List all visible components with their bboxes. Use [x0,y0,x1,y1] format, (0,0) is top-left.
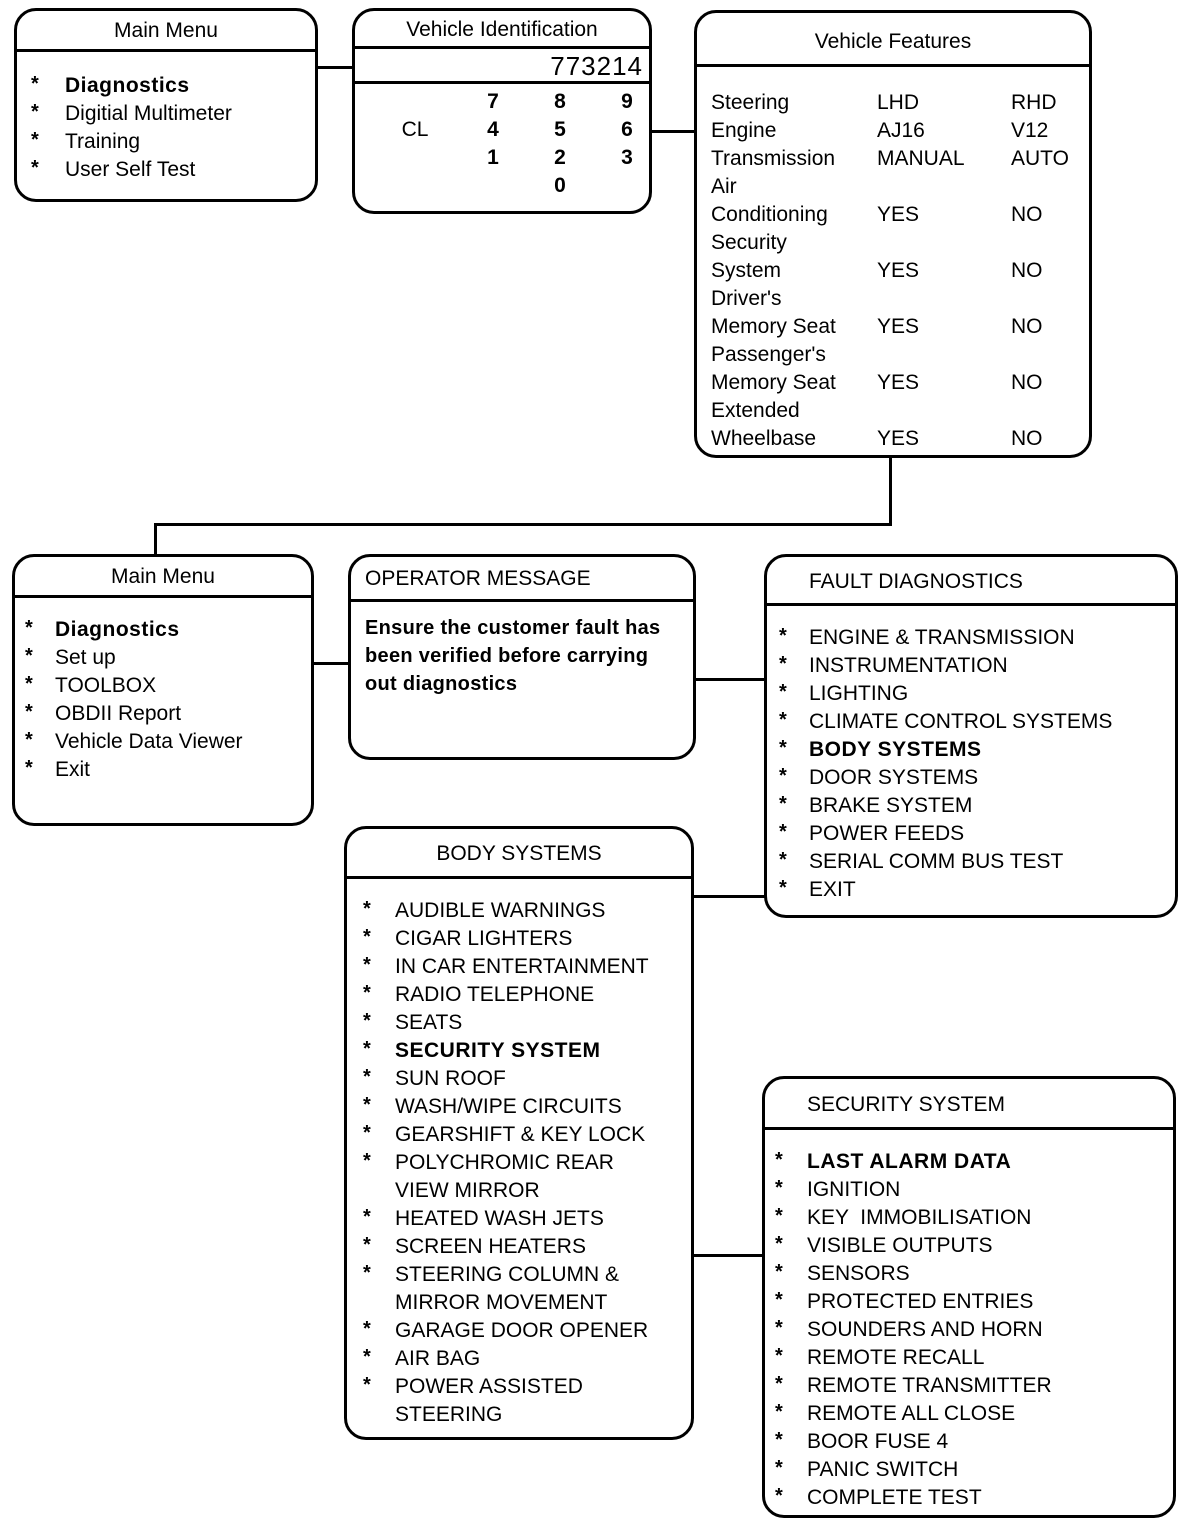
bullet-asterisk-icon: * [775,1317,783,1339]
bullet-asterisk-icon: * [363,1318,371,1340]
feature-label-steering: Steering [711,91,790,114]
feature-label-drivers-memory-seat: Memory Seat [711,315,836,338]
menu-item-remote-all-close[interactable]: * REMOTE ALL CLOSE [775,1400,1173,1428]
feature-option-manual[interactable]: MANUAL [877,147,965,170]
feature-label-air-conditioning: Conditioning [711,203,828,226]
feature-option-auto[interactable]: AUTO [1011,147,1069,170]
feature-label-extended-line1: Extended [711,399,800,422]
menu-item-digital-multimeter[interactable]: * Digitial Multimeter [31,100,315,128]
bullet-asterisk-icon: * [779,877,787,899]
menu-item-power-feeds[interactable]: * POWER FEEDS [779,820,1175,848]
bullet-asterisk-icon: * [775,1177,783,1199]
menu-item-polychromic-rear-view-mirror[interactable]: * POLYCHROMIC REAR VIEW MIRROR [363,1149,691,1205]
security-system-title: SECURITY SYSTEM [765,1079,1173,1130]
connector-horizontal-back [154,523,892,526]
menu-item-brake-system[interactable]: * BRAKE SYSTEM [779,792,1175,820]
bullet-asterisk-icon: * [779,681,787,703]
menu-item-instrumentation[interactable]: * INSTRUMENTATION [779,652,1175,680]
message-line: out diagnostics [365,673,518,695]
feature-label-air-line1: Air [711,175,737,198]
feature-option-ac-no[interactable]: NO [1011,203,1043,226]
menu-item-sun-roof[interactable]: * SUN ROOF [363,1065,691,1093]
bullet-asterisk-icon: * [31,101,39,123]
key-9[interactable]: 9 [621,90,633,113]
connector-fault-to-body [692,895,766,898]
bullet-asterisk-icon: * [31,73,39,95]
key-6[interactable]: 6 [621,118,633,141]
bullet-asterisk-icon: * [775,1401,783,1423]
connector-to-main-menu-2 [154,523,157,555]
operator-message-panel [348,554,696,760]
bullet-asterisk-icon: * [779,737,787,759]
bullet-asterisk-icon: * [363,1150,371,1172]
bullet-asterisk-icon: * [363,926,371,948]
body-systems-panel [344,826,694,1440]
bullet-asterisk-icon: * [25,729,33,751]
operator-message-title: OPERATOR MESSAGE [351,557,693,602]
bullet-asterisk-icon: * [779,765,787,787]
body-systems-title: BODY SYSTEMS [347,829,691,879]
feature-option-lhd[interactable]: LHD [877,91,920,114]
bullet-asterisk-icon: * [25,673,33,695]
security-system-list [765,1130,1173,1512]
bullet-asterisk-icon: * [363,1262,371,1284]
feature-label-drivers-line1: Driver's [711,287,782,310]
bullet-asterisk-icon: * [25,701,33,723]
key-0[interactable]: 0 [554,174,566,197]
message-line: Ensure the customer fault has [365,617,661,639]
bullet-asterisk-icon: * [779,849,787,871]
bullet-asterisk-icon: * [363,982,371,1004]
menu-item-cigar-lighters[interactable]: * CIGAR LIGHTERS [363,925,691,953]
fault-diagnostics-list [767,606,1175,904]
menu-item-training[interactable]: * Training [31,128,315,156]
bullet-asterisk-icon: * [363,1010,371,1032]
menu-item-exit[interactable]: * Exit [25,756,311,784]
bullet-asterisk-icon: * [775,1457,783,1479]
key-clear[interactable]: CL [401,118,429,141]
menu-item-power-assisted-steering[interactable]: * POWER ASSISTED STEERING [363,1373,691,1429]
feature-option-aj16[interactable]: AJ16 [877,119,925,142]
menu-item-wash-wipe-circuits[interactable]: * WASH/WIPE CIRCUITS [363,1093,691,1121]
bullet-asterisk-icon: * [31,157,39,179]
feature-option-v12[interactable]: V12 [1011,119,1049,142]
menu-item-lighting[interactable]: * LIGHTING [779,680,1175,708]
bullet-asterisk-icon: * [363,1122,371,1144]
bullet-asterisk-icon: * [775,1149,783,1171]
menu-item-diagnostics[interactable]: * Diagnostics [25,616,311,644]
menu-item-in-car-entertainment[interactable]: * IN CAR ENTERTAINMENT [363,953,691,981]
key-3[interactable]: 3 [621,146,633,169]
key-2[interactable]: 2 [554,146,566,169]
bullet-asterisk-icon: * [779,821,787,843]
main-menu-panel-1 [14,8,318,202]
connector-operator-to-fault [694,678,766,681]
bullet-asterisk-icon: * [363,1094,371,1116]
menu-item-toolbox[interactable]: * TOOLBOX [25,672,311,700]
bullet-asterisk-icon: * [363,898,371,920]
main-menu-panel-2 [12,554,314,826]
feature-label-transmission: Transmission [711,147,836,170]
operator-message-body [351,602,693,698]
vehicle-identification-panel [352,8,652,214]
feature-option-rhd[interactable]: RHD [1011,91,1057,114]
feature-option-passengers-seat-no[interactable]: NO [1011,371,1043,394]
menu-item-engine-transmission[interactable]: * ENGINE & TRANSMISSION [779,624,1175,652]
bullet-asterisk-icon: * [25,617,33,639]
connector-body-to-security [690,1254,764,1257]
numeric-keypad [355,84,649,204]
menu-item-visible-outputs[interactable]: * VISIBLE OUTPUTS [775,1232,1173,1260]
main-menu-1-list [17,52,315,184]
menu-item-remote-recall[interactable]: * REMOTE RECALL [775,1344,1173,1372]
key-8[interactable]: 8 [554,90,566,113]
connector-features-down [889,456,892,526]
feature-option-passengers-seat-yes[interactable]: YES [877,371,920,394]
menu-item-screen-heaters[interactable]: * SCREEN HEATERS [363,1233,691,1261]
feature-label-security-system: System [711,259,782,282]
menu-item-panic-switch[interactable]: * PANIC SWITCH [775,1456,1173,1484]
bullet-asterisk-icon: * [31,129,39,151]
bullet-asterisk-icon: * [775,1205,783,1227]
connector-main-to-vehicle-id [316,66,354,69]
menu-item-key-immobilisation[interactable]: * KEY IMMOBILISATION [775,1204,1173,1232]
feature-option-drivers-seat-yes[interactable]: YES [877,315,920,338]
feature-label-engine: Engine [711,119,777,142]
menu-item-garage-door-opener[interactable]: * GARAGE DOOR OPENER [363,1317,691,1345]
vin-input-field[interactable]: 773214 [355,49,649,84]
bullet-asterisk-icon: * [363,1374,371,1396]
main-menu-2-list [15,598,311,784]
bullet-asterisk-icon: * [775,1373,783,1395]
fault-diagnostics-title: FAULT DIAGNOSTICS [767,557,1175,606]
menu-item-body-systems[interactable]: * BODY SYSTEMS [779,736,1175,764]
menu-item-sounders-and-horn[interactable]: * SOUNDERS AND HORN [775,1316,1173,1344]
feature-option-security-no[interactable]: NO [1011,259,1043,282]
bullet-asterisk-icon: * [363,954,371,976]
feature-option-wheelbase-no[interactable]: NO [1011,427,1043,450]
feature-option-ac-yes[interactable]: YES [877,203,920,226]
bullet-asterisk-icon: * [779,793,787,815]
menu-item-radio-telephone[interactable]: * RADIO TELEPHONE [363,981,691,1009]
feature-label-passengers-memory-seat: Memory Seat [711,371,836,394]
bullet-asterisk-icon: * [25,645,33,667]
bullet-asterisk-icon: * [363,1346,371,1368]
bullet-asterisk-icon: * [779,709,787,731]
bullet-asterisk-icon: * [775,1233,783,1255]
menu-item-diagnostics[interactable]: * Diagnostics [31,72,315,100]
feature-label-extended-wheelbase: Wheelbase [711,427,817,450]
menu-item-user-self-test[interactable]: * User Self Test [31,156,315,184]
menu-item-exit[interactable]: * EXIT [779,876,1175,904]
menu-item-complete-test[interactable]: * COMPLETE TEST [775,1484,1173,1512]
menu-item-audible-warnings[interactable]: * AUDIBLE WARNINGS [363,897,691,925]
key-5[interactable]: 5 [554,118,566,141]
bullet-asterisk-icon: * [775,1345,783,1367]
menu-item-protected-entries[interactable]: * PROTECTED ENTRIES [775,1288,1173,1316]
connector-main2-to-operator [310,662,350,665]
feature-label-security-line1: Security [711,231,787,254]
menu-item-ignition[interactable]: * IGNITION [775,1176,1173,1204]
main-menu-2-title: Main Menu [15,557,311,598]
key-1[interactable]: 1 [487,146,499,169]
bullet-asterisk-icon: * [775,1429,783,1451]
bullet-asterisk-icon: * [363,1066,371,1088]
menu-item-sensors[interactable]: * SENSORS [775,1260,1173,1288]
feature-option-wheelbase-yes[interactable]: YES [877,427,920,450]
feature-option-drivers-seat-no[interactable]: NO [1011,315,1043,338]
feature-label-passengers-line1: Passenger's [711,343,826,366]
bullet-asterisk-icon: * [775,1289,783,1311]
vehicle-identification-title: Vehicle Identification [355,11,649,49]
bullet-asterisk-icon: * [779,653,787,675]
key-4[interactable]: 4 [487,118,499,141]
bullet-asterisk-icon: * [363,1234,371,1256]
menu-item-boor-fuse-4[interactable]: * BOOR FUSE 4 [775,1428,1173,1456]
menu-item-obdii-report[interactable]: * OBDII Report [25,700,311,728]
main-menu-1-title: Main Menu [17,11,315,52]
menu-item-remote-transmitter[interactable]: * REMOTE TRANSMITTER [775,1372,1173,1400]
security-system-panel [762,1076,1176,1518]
menu-item-seats[interactable]: * SEATS [363,1009,691,1037]
bullet-asterisk-icon: * [775,1261,783,1283]
body-systems-list [347,879,691,1429]
bullet-asterisk-icon: * [363,1038,371,1060]
menu-item-serial-comm-bus-test[interactable]: * SERIAL COMM BUS TEST [779,848,1175,876]
menu-item-steering-column-mirror-movement[interactable]: * STEERING COLUMN & MIRROR MOVEMENT [363,1261,691,1317]
feature-option-security-yes[interactable]: YES [877,259,920,282]
bullet-asterisk-icon: * [775,1485,783,1507]
menu-item-air-bag[interactable]: * AIR BAG [363,1345,691,1373]
connector-vehicle-id-to-features [648,130,696,133]
bullet-asterisk-icon: * [779,625,787,647]
bullet-asterisk-icon: * [25,757,33,779]
menu-item-set-up[interactable]: * Set up [25,644,311,672]
vehicle-features-title: Vehicle Features [697,13,1089,67]
menu-item-security-system[interactable]: * SECURITY SYSTEM [363,1037,691,1065]
menu-item-vehicle-data-viewer[interactable]: * Vehicle Data Viewer [25,728,311,756]
fault-diagnostics-panel [764,554,1178,918]
menu-item-door-systems[interactable]: * DOOR SYSTEMS [779,764,1175,792]
menu-item-gearshift-key-lock[interactable]: * GEARSHIFT & KEY LOCK [363,1121,691,1149]
message-line: been verified before carrying [365,645,649,667]
vehicle-features-panel [694,10,1092,458]
menu-item-climate-control[interactable]: * CLIMATE CONTROL SYSTEMS [779,708,1175,736]
menu-item-last-alarm-data[interactable]: * LAST ALARM DATA [775,1148,1173,1176]
menu-item-heated-wash-jets[interactable]: * HEATED WASH JETS [363,1205,691,1233]
key-7[interactable]: 7 [487,90,499,113]
bullet-asterisk-icon: * [363,1206,371,1228]
